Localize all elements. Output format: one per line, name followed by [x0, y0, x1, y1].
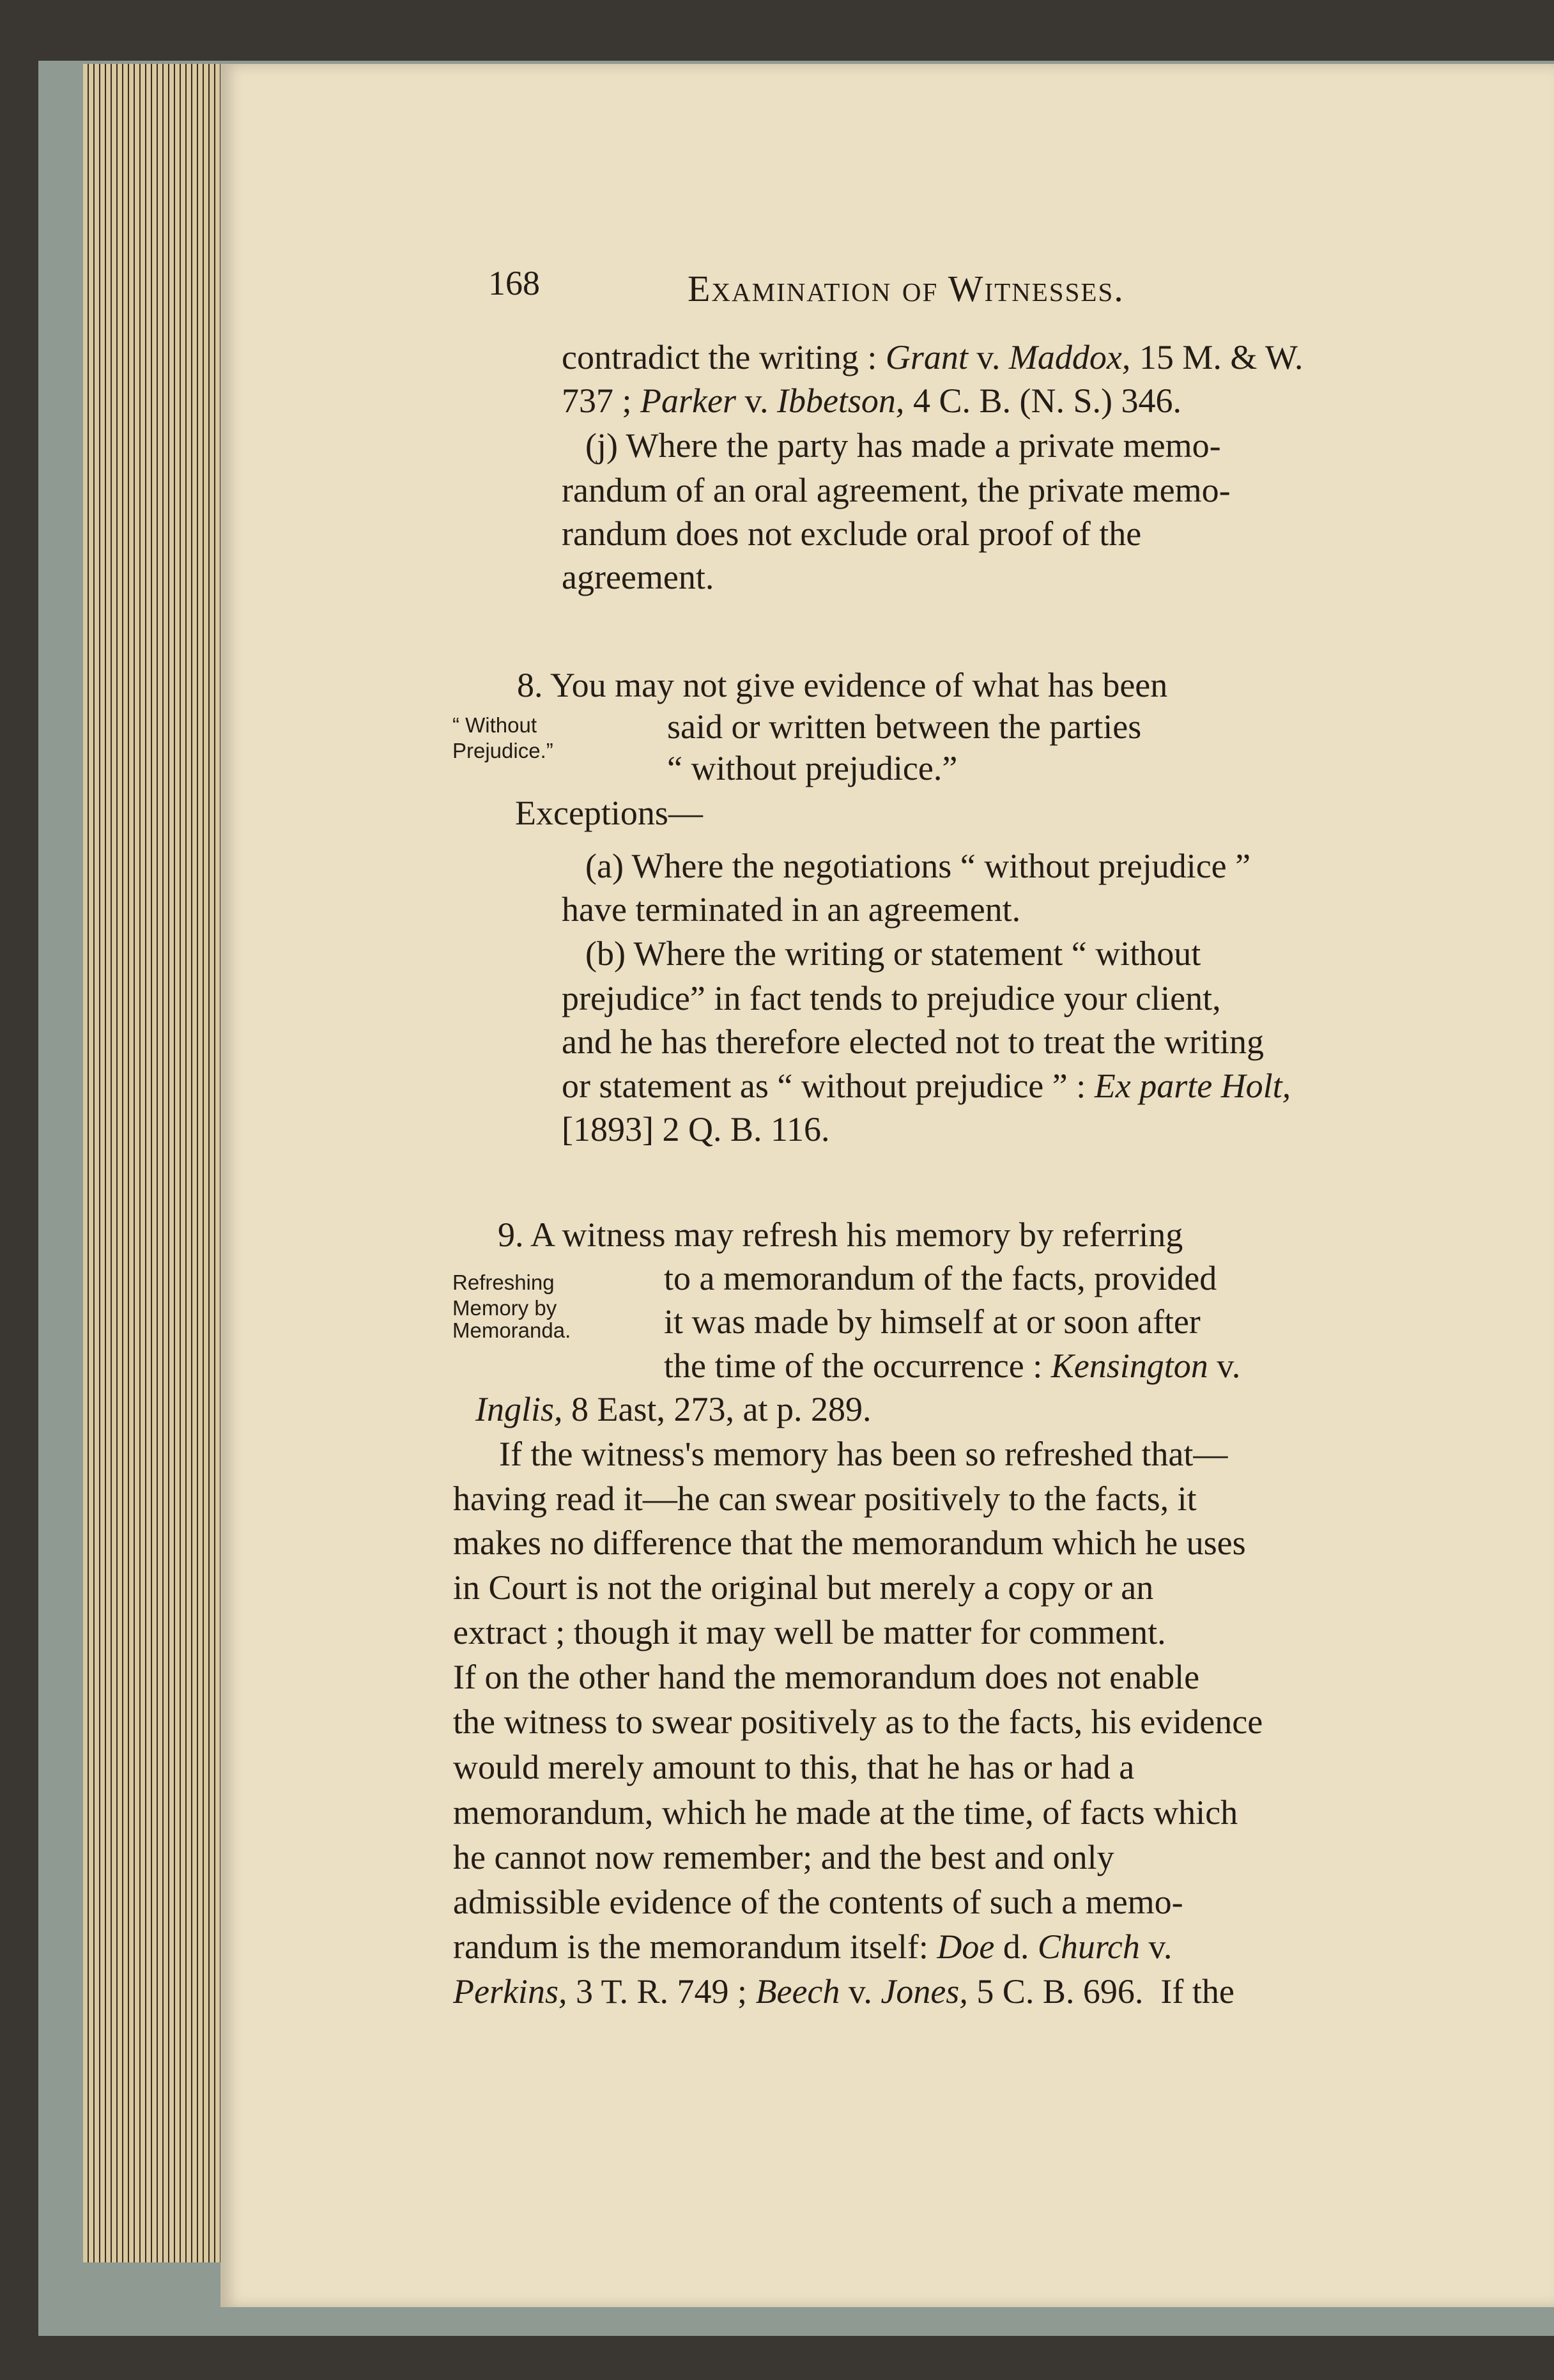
- sidenote-refreshing: Memoranda.: [452, 1318, 571, 1342]
- text-line: would merely amount to this, that he has or had a: [453, 1748, 1135, 1786]
- text-line: (b) Where the writing or statement “ without: [585, 934, 1201, 973]
- text-line: Perkins, 3 T. R. 749 ; Beech v. Jones, 5 C. B. 696. If the: [453, 1972, 1235, 2011]
- text-line: If the witness's memory has been so refreshed that—: [499, 1435, 1228, 1473]
- text-line: memorandum, which he made at the time, of facts which: [453, 1793, 1238, 1832]
- text-line: If on the other hand the memorandum does not enable: [453, 1658, 1200, 1696]
- rule-heading: 8. You may not give evidence of what has been: [517, 666, 1168, 704]
- text-line: extract ; though it may well be matter for comment.: [453, 1613, 1166, 1651]
- text-line: and he has therefore elected not to treat the writing: [562, 1023, 1265, 1061]
- text-line: 737 ; Parker v. Ibbetson, 4 C. B. (N. S.) 346.: [562, 382, 1181, 420]
- text-line: said or written between the parties: [667, 707, 1142, 746]
- text-line: having read it—he can swear positively to the facts, it: [453, 1480, 1197, 1518]
- page-edges: [83, 64, 230, 2262]
- running-title: Examination of Witnesses.: [688, 268, 1125, 309]
- sidenote-without-prejudice: Prejudice.”: [452, 739, 553, 762]
- rule-heading: 9. A witness may refresh his memory by referring: [498, 1216, 1183, 1254]
- text-line: the witness to swear positively as to the facts, his evidence: [453, 1703, 1263, 1741]
- text-line: randum is the memorandum itself: Doe d. Church v.: [453, 1928, 1173, 1966]
- text-line: (j) Where the party has made a private memo-: [585, 426, 1221, 465]
- text-line: in Court is not the original but merely a copy or an: [453, 1568, 1154, 1607]
- text-line: the time of the occurrence : Kensington v.: [664, 1347, 1241, 1385]
- text-line: [1893] 2 Q. B. 116.: [562, 1110, 830, 1148]
- sidenote-refreshing: Memory by: [452, 1296, 557, 1320]
- text-line: have terminated in an agreement.: [562, 890, 1021, 929]
- text-line: he cannot now remember; and the best and only: [453, 1838, 1114, 1876]
- text-line: “ without prejudice.”: [667, 749, 958, 787]
- text-line: contradict the writing : Grant v. Maddox, 15 M. & W.: [562, 338, 1304, 376]
- text-line: Inglis, 8 East, 273, at p. 289.: [475, 1390, 872, 1428]
- text-line: prejudice” in fact tends to prejudice your client,: [562, 979, 1221, 1017]
- text-line: randum does not exclude oral proof of the: [562, 514, 1142, 553]
- text-line: (a) Where the negotiations “ without prejudice ”: [585, 847, 1251, 885]
- text-line: agreement.: [562, 558, 714, 596]
- text-line: randum of an oral agreement, the private memo-: [562, 471, 1231, 509]
- text-line: admissible evidence of the contents of such a memo-: [453, 1883, 1183, 1921]
- text-line: or statement as “ without prejudice ” : Ex parte Holt,: [562, 1067, 1291, 1105]
- text-line: to a memorandum of the facts, provided: [664, 1259, 1217, 1297]
- sidenote-without-prejudice: “ Without: [452, 713, 537, 737]
- book-page: [220, 64, 1554, 2307]
- text-line: Exceptions—: [515, 794, 703, 832]
- text-line: makes no difference that the memorandum which he uses: [453, 1524, 1246, 1562]
- text-line: it was made by himself at or soon after: [664, 1302, 1201, 1341]
- sidenote-refreshing: Refreshing: [452, 1271, 555, 1294]
- page-number: 168: [488, 264, 540, 302]
